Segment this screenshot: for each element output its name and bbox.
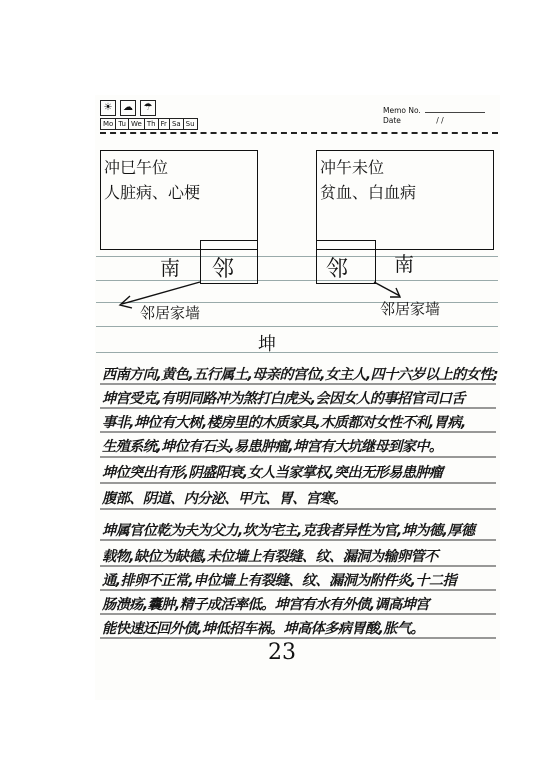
body-line: 坤属官位乾为夫为父力,坎为宅主,克我者异性为官,坤为德,厚德: [102, 523, 475, 539]
left-box-subtitle: 人脏病、心梗: [104, 183, 201, 202]
date-value: / /: [436, 116, 444, 125]
body-line: 通,排卵不正常,申位墙上有裂缝、纹、漏洞为附件炎,十二指: [102, 573, 457, 589]
page-number: 23: [268, 640, 296, 665]
body-line: 坤位突出有形,阴盛阳衰,女人当家掌权,突出无形易患肿瘤: [102, 465, 443, 481]
cloud-icon: ☁: [120, 100, 136, 116]
weekday: Mo: [101, 119, 116, 129]
left-neighbor-label: 邻: [212, 257, 235, 282]
section-heading: 坤: [258, 334, 276, 355]
right-box-subtitle: 贫血、白血病: [320, 183, 417, 202]
body-line: 载物,缺位为缺德,未位墙上有裂缝、纹、漏洞为输卵管不: [102, 549, 438, 565]
sun-icon: ☀: [100, 100, 116, 116]
left-box-title: 冲巳午位: [104, 158, 169, 177]
body-line: 西南方向,黄色,五行属土,母亲的宫位,女主人,四十六岁以上的女性;: [102, 367, 498, 383]
body-line: 生殖系统,坤位有石头,易患肿瘤,坤宫有大坑继母到家中。: [102, 439, 443, 455]
right-neighbor-label: 邻: [326, 257, 349, 282]
weekday: Fr: [159, 119, 170, 129]
rain-icon: ☂: [140, 100, 156, 116]
body-line: 坤宫受克,有明同路冲为煞打白虎头,会因女人的事招官司口舌: [102, 391, 465, 407]
date-label: Date: [383, 116, 401, 125]
right-box-title: 冲午未位: [320, 158, 385, 177]
body-line: 肠溃疡,囊肿,精子成活率低。坤宫有水有外债,调高坤宫: [102, 597, 429, 613]
weekday: Tu: [116, 119, 129, 129]
body-line: 腹部、阴道、内分泌、甲亢、胃、宫寒。: [102, 491, 347, 507]
memo-label: Memo No.: [383, 106, 421, 115]
left-south-label: 南: [160, 256, 180, 280]
body-line: 事非,坤位有大树,楼房里的木质家具,木质都对女性不利,胃病,: [102, 415, 466, 431]
weekday: We: [129, 119, 145, 129]
right-south-label: 南: [394, 252, 414, 276]
body-line: 能快速还回外债,坤低招车祸。坤高体多病胃酸,胀气。: [102, 621, 425, 637]
weekday: Sa: [170, 119, 184, 129]
left-wall-label: 邻居家墙: [140, 304, 201, 322]
weekday: Su: [185, 120, 195, 128]
weekday: Th: [145, 119, 159, 129]
right-wall-label: 邻居家墙: [380, 300, 441, 318]
